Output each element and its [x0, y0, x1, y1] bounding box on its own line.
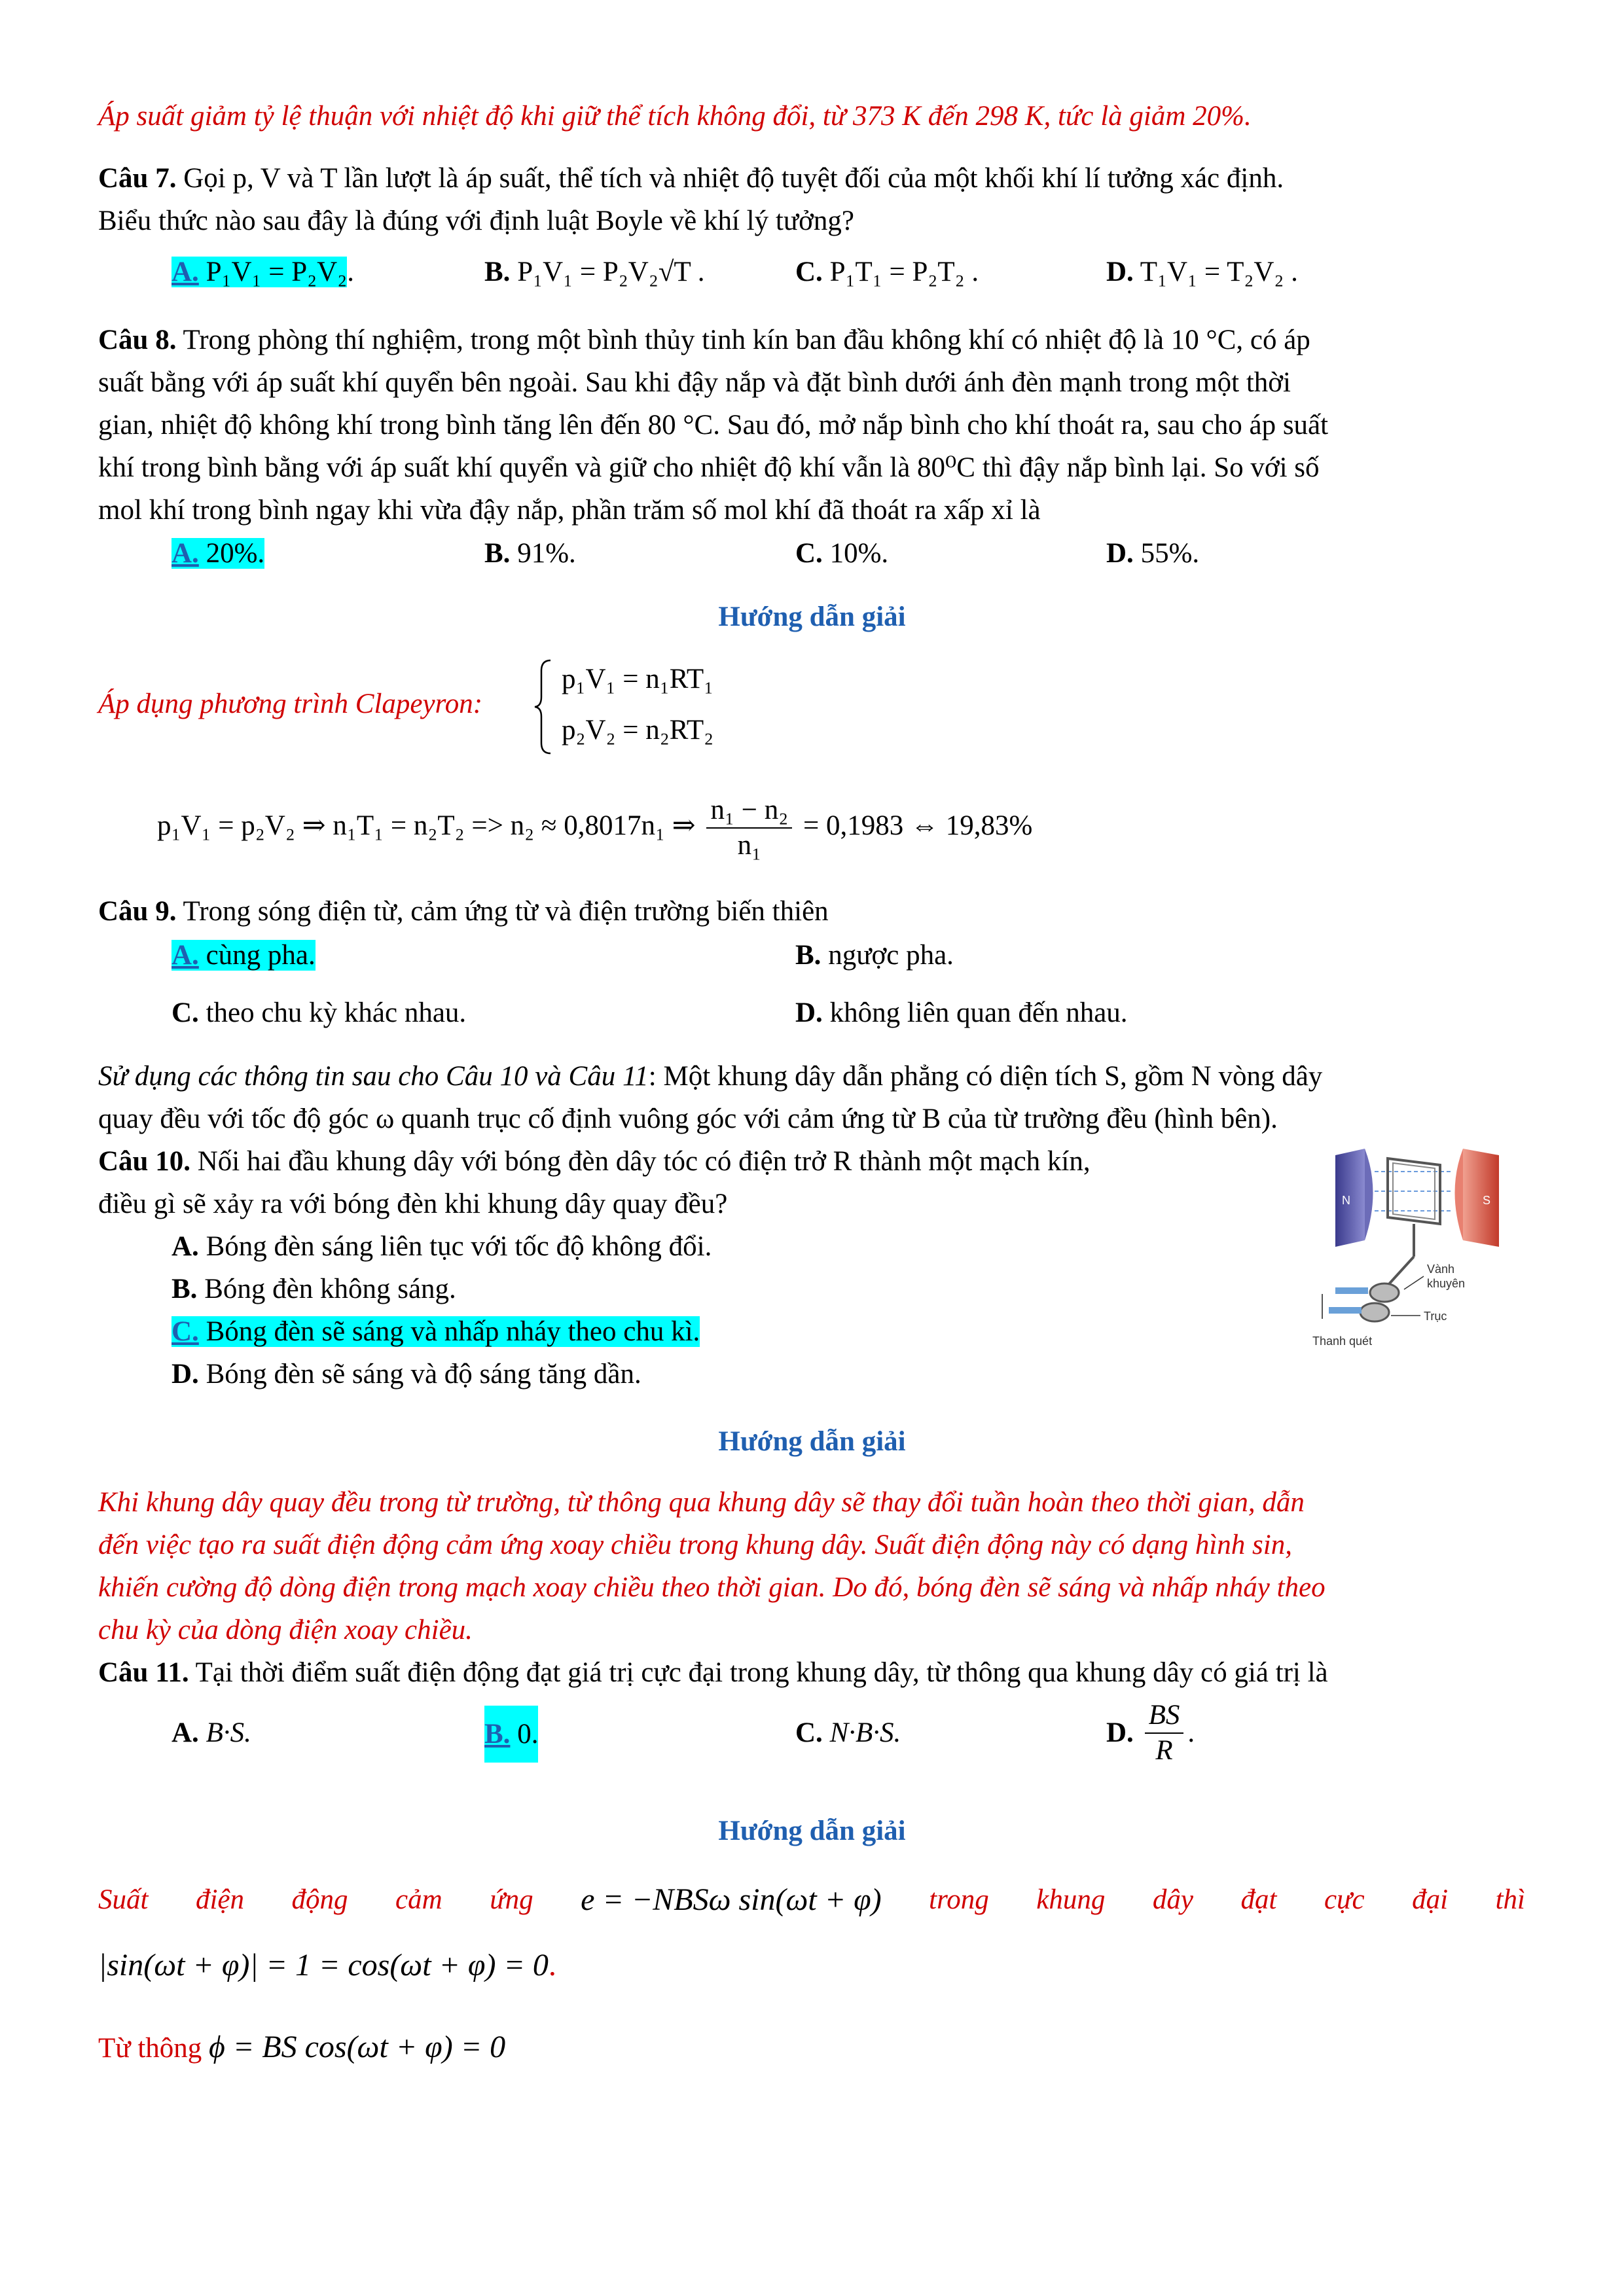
- q8-option-c[interactable]: [795, 535, 888, 572]
- q10-option-a-text: Bóng đèn sáng liên tục với tốc độ không đổi.: [198, 1231, 712, 1262]
- q9-option-d-text: không liên quan đến nhau.: [822, 997, 1128, 1028]
- q9-option-a-text: cùng pha.: [198, 940, 316, 971]
- q7-option-b-suffix: .: [690, 257, 705, 287]
- q8-text-line2: suất bằng với áp suất khí quyển bên ngoài. Sau khi đậy nắp và đặt bình dưới ánh đèn mạnh trong một thời: [98, 367, 1291, 398]
- q7-option-a[interactable]: [171, 254, 354, 291]
- q9-option-d-letter: D.: [795, 997, 823, 1028]
- q9-option-c[interactable]: [171, 995, 466, 1031]
- q8-option-d-letter: D.: [1106, 538, 1134, 569]
- sol11-emf-formula: e = −NBSω sin(ωt + φ): [581, 1882, 882, 1917]
- q11-option-d-fraction: [1145, 1698, 1184, 1768]
- sol11-word: dây: [1152, 1884, 1193, 1915]
- sol8-chain-right: = 0,1983 ⇔ 19,83%: [803, 810, 1033, 841]
- sol11-line2-suffix: .: [548, 1948, 556, 1982]
- q7-option-c-formula: P₁T₁ = P₂T₂: [829, 257, 965, 287]
- sol8-frac-num: n₁ − n₂: [706, 793, 792, 829]
- sol11-word: đại: [1412, 1884, 1449, 1915]
- q11-option-a-letter: A.: [171, 1717, 199, 1748]
- q7-option-a-letter: A.: [171, 257, 199, 287]
- q9-option-c-letter: C.: [171, 997, 199, 1028]
- brush-1: [1335, 1287, 1368, 1294]
- q7-option-c-suffix: .: [964, 257, 979, 287]
- sol11-word: động: [291, 1884, 348, 1915]
- q10-option-c-letter: C.: [171, 1316, 199, 1347]
- q9-option-a[interactable]: [171, 937, 316, 974]
- q8-line1: [98, 322, 1310, 359]
- q10-option-c[interactable]: [171, 1314, 700, 1350]
- sol11-line1: [98, 1882, 1525, 1918]
- q9-option-a-letter: A.: [171, 940, 199, 971]
- q7-option-b[interactable]: [484, 254, 704, 291]
- generator-figure: [1309, 1142, 1525, 1371]
- q8-option-c-letter: C.: [795, 538, 823, 569]
- q7-option-a-suffix: .: [347, 257, 354, 287]
- q7-line1: [98, 160, 1284, 197]
- guide-heading-q10: Hướng dẫn giải: [718, 1426, 906, 1457]
- q7-option-d-suffix: .: [1284, 257, 1298, 287]
- q9-option-b-letter: B.: [795, 940, 821, 971]
- guide-heading-q11: Hướng dẫn giải: [718, 1816, 906, 1846]
- q11-option-c-text: N·B·S.: [829, 1717, 901, 1748]
- sol11-word: trong: [929, 1884, 989, 1915]
- q7-text-line1: Gọi p, V và T lần lượt là áp suất, thể tích và nhiệt độ tuyệt đối của một khối khí lí tưởng xác định.: [176, 163, 1284, 194]
- q9-option-b[interactable]: [795, 937, 954, 974]
- q9-option-b-text: ngược pha.: [821, 940, 954, 971]
- q10-option-a[interactable]: [171, 1229, 712, 1265]
- sol8-brace: [533, 658, 553, 756]
- q8-option-b[interactable]: [484, 535, 576, 572]
- q8-text-line1: Trong phòng thí nghiệm, trong một bình thủy tinh kín ban đầu không khí có nhiệt độ là 10 °C, có áp: [176, 325, 1310, 355]
- q11-line: [98, 1655, 1328, 1691]
- sol10-line2: đến việc tạo ra suất điện động cảm ứng xoay chiều trong khung dây. Suất điện động này có dạng hình sin,: [98, 1530, 1292, 1560]
- sol8-frac-den: n₁: [737, 830, 762, 861]
- q11-option-d[interactable]: [1106, 1698, 1195, 1768]
- q11-option-c[interactable]: [795, 1715, 901, 1751]
- q8-label: Câu 8.: [98, 325, 177, 355]
- q10-text-line1: Nối hai đầu khung dây với bóng đèn dây tóc có điện trở R thành một mạch kín,: [190, 1146, 1091, 1177]
- q10-label: Câu 10.: [98, 1146, 190, 1177]
- q7-option-c-letter: C.: [795, 257, 823, 287]
- sol11-word: ứng: [490, 1884, 533, 1915]
- sol11-word: khung: [1036, 1884, 1106, 1915]
- sol11-word: điện: [195, 1884, 245, 1915]
- q11-option-d-letter: D.: [1106, 1717, 1134, 1748]
- q9-text: Trong sóng điện từ, cảm ứng từ và điện trường biến thiên: [176, 896, 829, 927]
- q7-option-a-formula: P₁V₁ = P₂V₂: [206, 257, 348, 287]
- sol8-eq2: p₂V₂ = n₂RT₂: [562, 715, 714, 745]
- label-khuyen: khuyên: [1427, 1277, 1466, 1290]
- q10-option-b[interactable]: [171, 1271, 456, 1308]
- sol8-fraction: [706, 793, 792, 863]
- north-label: N: [1342, 1194, 1350, 1207]
- q11-text: Tại thời điểm suất điện động đạt giá trị cực đại trong khung dây, từ thông qua khung dây có giá trị là: [189, 1657, 1328, 1688]
- north-magnet-face: [1365, 1149, 1373, 1240]
- slip-ring-1: [1370, 1283, 1399, 1302]
- q8-text-line4: khí trong bình bằng với áp suất khí quyển và giữ cho nhiệt độ khí vẫn là 80⁰C thì đậy nắp bình lại. So với số: [98, 452, 1320, 483]
- q10-option-d-letter: D.: [171, 1359, 199, 1390]
- q7-option-b-formula: P₁V₁ = P₂V₂√T: [517, 257, 691, 287]
- q8-option-b-text: 91%.: [510, 538, 576, 569]
- q11-option-b[interactable]: [484, 1702, 538, 1767]
- sol11-flux-prefix: Từ thông: [98, 2033, 202, 2064]
- sol11-word: thì: [1495, 1884, 1525, 1915]
- south-magnet: [1463, 1149, 1499, 1247]
- q7-option-c[interactable]: [795, 254, 979, 291]
- q11-option-c-letter: C.: [795, 1717, 823, 1748]
- q8-option-a-text: 20%.: [198, 538, 265, 569]
- sol11-word: cảm: [395, 1884, 442, 1915]
- label-truc: Trục: [1424, 1310, 1447, 1323]
- q7-text-line2: Biểu thức nào sau đây là đúng với định luật Boyle về khí lý tưởng?: [98, 206, 854, 236]
- q9-option-d[interactable]: [795, 995, 1128, 1031]
- sol10-line3: khiến cường độ dòng điện trong mạch xoay chiều theo thời gian. Do đó, bóng đèn sẽ sáng và nhấp nháy theo: [98, 1572, 1326, 1603]
- q11-option-d-den: R: [1155, 1735, 1173, 1766]
- sol8-eq1: p₁V₁ = n₁RT₁: [562, 664, 714, 694]
- shared-info-italic: Sử dụng các thông tin sau cho Câu 10 và Câu 11: [98, 1061, 649, 1092]
- sol10-line4: chu kỳ của dòng điện xoay chiều.: [98, 1615, 473, 1645]
- q8-option-d-text: 55%.: [1133, 538, 1200, 569]
- label-thanh-quet: Thanh quét: [1312, 1335, 1373, 1348]
- q8-option-b-letter: B.: [484, 538, 511, 569]
- q11-option-d-suffix: .: [1187, 1717, 1195, 1748]
- slip-ring-2: [1360, 1303, 1389, 1321]
- sol11-word: Suất: [98, 1884, 149, 1915]
- shared-info-line2: quay đều với tốc độ góc ω quanh trục cố định vuông góc với cảm ứng từ B của từ trường đều (hình bên).: [98, 1103, 1278, 1134]
- q8-text-line5: mol khí trong bình ngay khi vừa đậy nắp, phần trăm số mol khí đã thoát ra xấp xỉ là: [98, 495, 1041, 526]
- q11-option-a-text: B·S.: [206, 1717, 251, 1748]
- shared-info-rest: : Một khung dây dẫn phẳng có diện tích S, gồm N vòng dây: [648, 1061, 1323, 1092]
- q9-line: [98, 893, 829, 930]
- sol10-line1: Khi khung dây quay đều trong từ trường, từ thông qua khung dây sẽ thay đổi tuần hoàn theo thời gian, dẫn: [98, 1487, 1305, 1518]
- q8-option-a[interactable]: [171, 535, 264, 572]
- q7-option-d-letter: D.: [1106, 257, 1134, 287]
- south-label: S: [1483, 1194, 1491, 1207]
- q10-option-a-letter: A.: [171, 1231, 199, 1262]
- q7-option-d-formula: T₁V₁ = T₂V₂: [1140, 257, 1284, 287]
- q8-option-a-letter: A.: [171, 538, 199, 569]
- q7-label: Câu 7.: [98, 163, 177, 194]
- sol11-sin-formula: |sin(ωt + φ)| = 1 = cos(ωt + φ) = 0: [98, 1948, 549, 1982]
- q9-option-c-text: theo chu kỳ khác nhau.: [198, 997, 467, 1028]
- label-vanh: Vành: [1427, 1263, 1455, 1276]
- q10-option-d-text: Bóng đèn sẽ sáng và độ sáng tăng dần.: [198, 1359, 641, 1390]
- sol11-word: cực: [1324, 1884, 1365, 1915]
- q11-option-b-letter: B.: [484, 1719, 511, 1749]
- q11-option-b-text: 0.: [510, 1719, 539, 1749]
- sol11-line3: [98, 2029, 505, 2067]
- q7-option-d[interactable]: [1106, 254, 1298, 291]
- q10-option-c-text: Bóng đèn sẽ sáng và nhấp nháy theo chu kì.: [198, 1316, 700, 1347]
- sol8-intro: Áp dụng phương trình Clapeyron:: [98, 689, 483, 719]
- q7-option-b-letter: B.: [484, 257, 511, 287]
- q10-option-b-text: Bóng đèn không sáng.: [197, 1274, 456, 1304]
- q10-option-d[interactable]: [171, 1356, 641, 1393]
- q8-option-c-text: 10%.: [822, 538, 889, 569]
- sol8-chain: [157, 793, 1032, 863]
- q8-text-line3: gian, nhiệt độ không khí trong bình tăng lên đến 80 °C. Sau đó, mở nắp bình cho khí thoát ra, sau cho áp suất: [98, 410, 1329, 440]
- sol11-line2: [98, 1947, 556, 1984]
- shared-info-line1: [98, 1058, 1322, 1095]
- q11-option-a[interactable]: [171, 1715, 251, 1751]
- q8-option-d[interactable]: [1106, 535, 1199, 572]
- sol11-word: đạt: [1240, 1884, 1277, 1915]
- guide-heading-q8: Hướng dẫn giải: [718, 601, 906, 632]
- sol11-flux-formula: ϕ = BS cos(ωt + φ) = 0: [209, 2030, 506, 2064]
- q9-label: Câu 9.: [98, 896, 177, 927]
- q10-text-line2: điều gì sẽ xảy ra với bóng đèn khi khung dây quay đều?: [98, 1189, 728, 1219]
- brush-2: [1329, 1307, 1362, 1314]
- q11-label: Câu 11.: [98, 1657, 189, 1688]
- q10-line1: [98, 1143, 1091, 1180]
- sol8-chain-left: p₁V₁ = p₂V₂ ⇒ n₁T₁ = n₂T₂ => n₂ ≈ 0,8017n₁ ⇒: [157, 810, 696, 841]
- intro-explanation: Áp suất giảm tỷ lệ thuận với nhiệt độ khi giữ thể tích không đổi, từ 373 K đến 298 K, tức là giảm 20%.: [98, 101, 1252, 132]
- generator-diagram: [1309, 1142, 1525, 1371]
- q10-option-b-letter: B.: [171, 1274, 198, 1304]
- south-magnet-face: [1455, 1149, 1464, 1240]
- brace-icon: [533, 658, 553, 756]
- q11-option-d-num: BS: [1145, 1698, 1184, 1734]
